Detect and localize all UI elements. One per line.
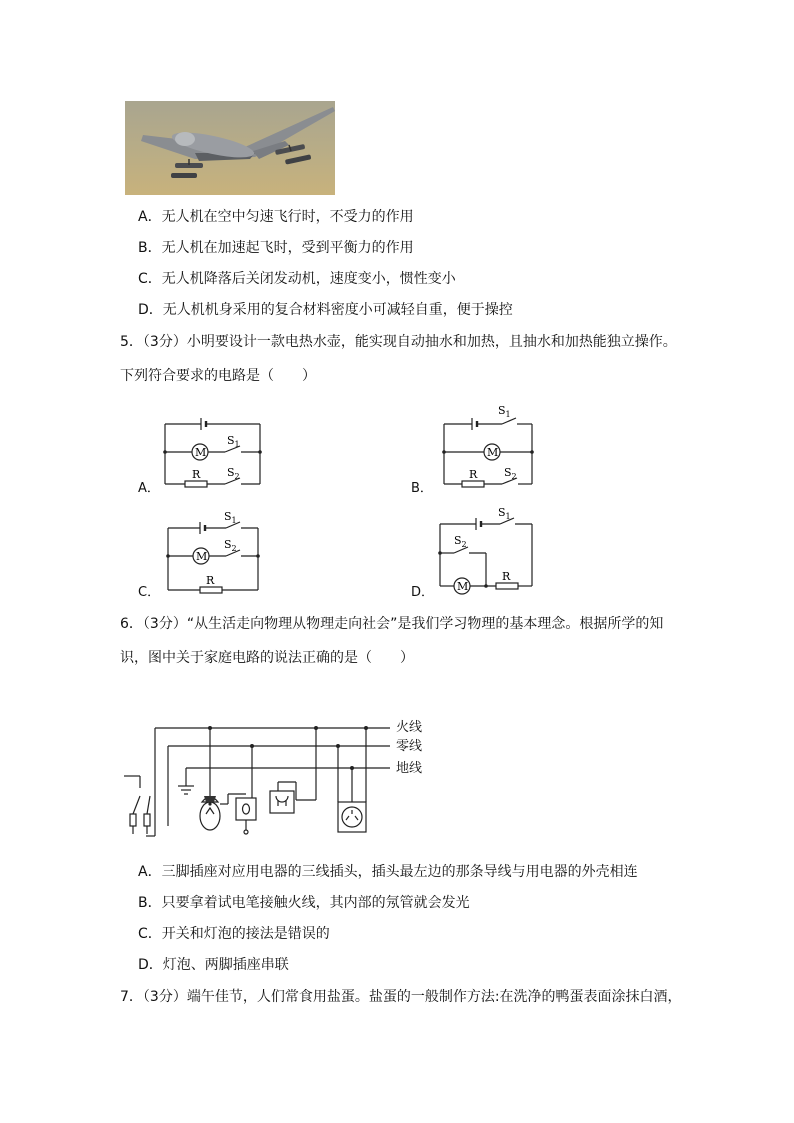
q6-option-b: B．只要拿着试电笔接触火线，其内部的氖管就会发光 bbox=[138, 895, 470, 911]
q6-option-a: A．三脚插座对应用电器的三线插头，插头最左边的那条导线与用电器的外壳相连 bbox=[138, 864, 638, 880]
q4-option-a: A．无人机在空中匀速飞行时，不受力的作用 bbox=[138, 209, 414, 225]
circuit-a-diagram bbox=[165, 410, 265, 490]
circuit-a-motor-symbol: M bbox=[195, 446, 207, 459]
circuit-d-resistor-symbol: R bbox=[502, 570, 511, 583]
circuit-d-s1-symbol: $S_1$ bbox=[498, 506, 511, 521]
circuit-c-s1-symbol: $S_1$ bbox=[224, 510, 237, 525]
circuit-c-s2-symbol: $S_2$ bbox=[224, 538, 237, 553]
circuit-a-s2-symbol: $S_2$ bbox=[227, 466, 240, 481]
q6-option-d: D．灯泡、两脚插座串联 bbox=[138, 957, 289, 973]
q6-stem-line1: 6．（3分）“从生活走向物理从物理走向社会”是我们学习物理的基本理念。根据所学的知 bbox=[120, 616, 664, 632]
q5-label-d: D． bbox=[411, 585, 435, 600]
q5-label-b: B． bbox=[411, 481, 433, 496]
q5-stem-line2: 下列符合要求的电路是（ ） bbox=[120, 368, 316, 384]
q5-stem-line1: 5．（3分）小明要设计一款电热水壶，能实现自动抽水和加热，且抽水和加热能独立操作。 bbox=[120, 334, 677, 350]
drone-photo bbox=[125, 101, 335, 195]
circuit-b-resistor-symbol: R bbox=[469, 468, 478, 481]
q5-label-c: C． bbox=[138, 585, 161, 600]
circuit-c-diagram bbox=[168, 510, 268, 596]
household-circuit-diagram bbox=[120, 716, 430, 846]
ground-wire-label: 地线 bbox=[396, 761, 423, 776]
q4-option-d: D．无人机机身采用的复合材料密度小可减轻自重，便于操控 bbox=[138, 302, 513, 318]
circuit-a-resistor-symbol: R bbox=[192, 468, 201, 481]
circuit-b-s2-symbol: $S_2$ bbox=[504, 466, 517, 481]
q7-stem-line1: 7．（3分）端午佳节，人们常食用盐蛋。盐蛋的一般制作方法:在洗净的鸭蛋表面涂抹白酒， bbox=[120, 989, 682, 1005]
circuit-d-motor-symbol: M bbox=[457, 580, 469, 593]
q4-option-c: C．无人机降落后关闭发动机，速度变小，惯性变小 bbox=[138, 271, 456, 287]
circuit-a-s1-symbol: $S_1$ bbox=[227, 434, 240, 449]
circuit-b-motor-symbol: M bbox=[487, 446, 499, 459]
live-wire-label: 火线 bbox=[396, 720, 423, 735]
circuit-d-diagram bbox=[440, 508, 540, 594]
circuit-d-s2-symbol: $S_2$ bbox=[454, 534, 467, 549]
q5-label-a: A． bbox=[138, 481, 160, 496]
circuit-b-diagram bbox=[444, 404, 544, 490]
circuit-b-s1-symbol: $S_1$ bbox=[498, 404, 511, 419]
circuit-c-motor-symbol: M bbox=[196, 550, 208, 563]
q6-stem-line2: 识，图中关于家庭电路的说法正确的是（ ） bbox=[120, 650, 414, 666]
q6-option-c: C．开关和灯泡的接法是错误的 bbox=[138, 926, 330, 942]
neutral-wire-label: 零线 bbox=[396, 739, 423, 754]
q4-option-b: B．无人机在加速起飞时，受到平衡力的作用 bbox=[138, 240, 414, 256]
circuit-c-resistor-symbol: R bbox=[206, 574, 215, 587]
